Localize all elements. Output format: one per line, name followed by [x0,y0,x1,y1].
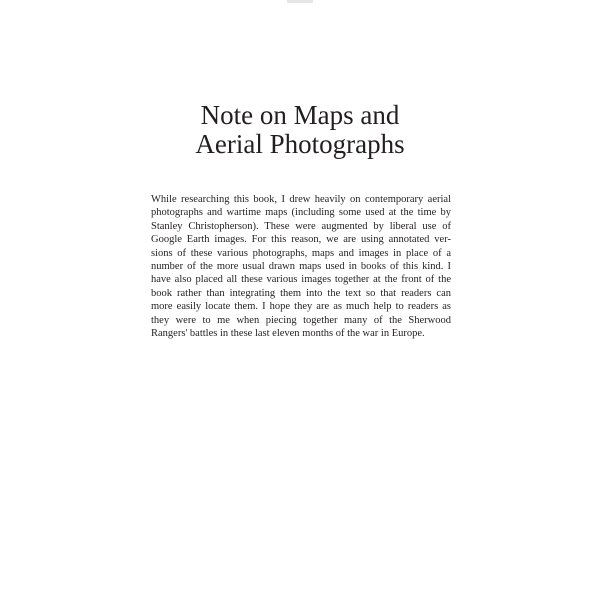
body-line: number of the more usual drawn maps used in books of this kind. I [151,261,451,273]
body-line: Rangers' battles in these last eleven months of the war in Europe. [151,328,425,340]
body-line: they were to me when piecing together many of the Sherwood [151,314,451,326]
body-line: sions of these various photographs, maps and images in place of a [151,247,451,259]
body-line: have also placed all these various images together at the front of the [151,274,451,286]
body-line: Google Earth images. For this reason, we are using annotated ver- [151,234,451,246]
page-title-line-2: Aerial Photographs [195,129,405,159]
body-line: Stanley Christopherson). These were augmented by liberal use of [151,220,451,232]
body-line: While researching this book, I drew heavily on contemporary aerial [151,194,451,205]
body-line: photographs and wartime maps (including some used at the time by [151,207,451,219]
body-line: more easily locate them. I hope they are as much help to readers as [151,301,451,313]
page-title-line-1: Note on Maps and [200,100,400,130]
body-paragraph [151,193,451,340]
page-edge-mark [287,0,313,3]
page-title [100,101,500,159]
body-line: book rather than integrating them into the text so that readers can [151,287,451,299]
